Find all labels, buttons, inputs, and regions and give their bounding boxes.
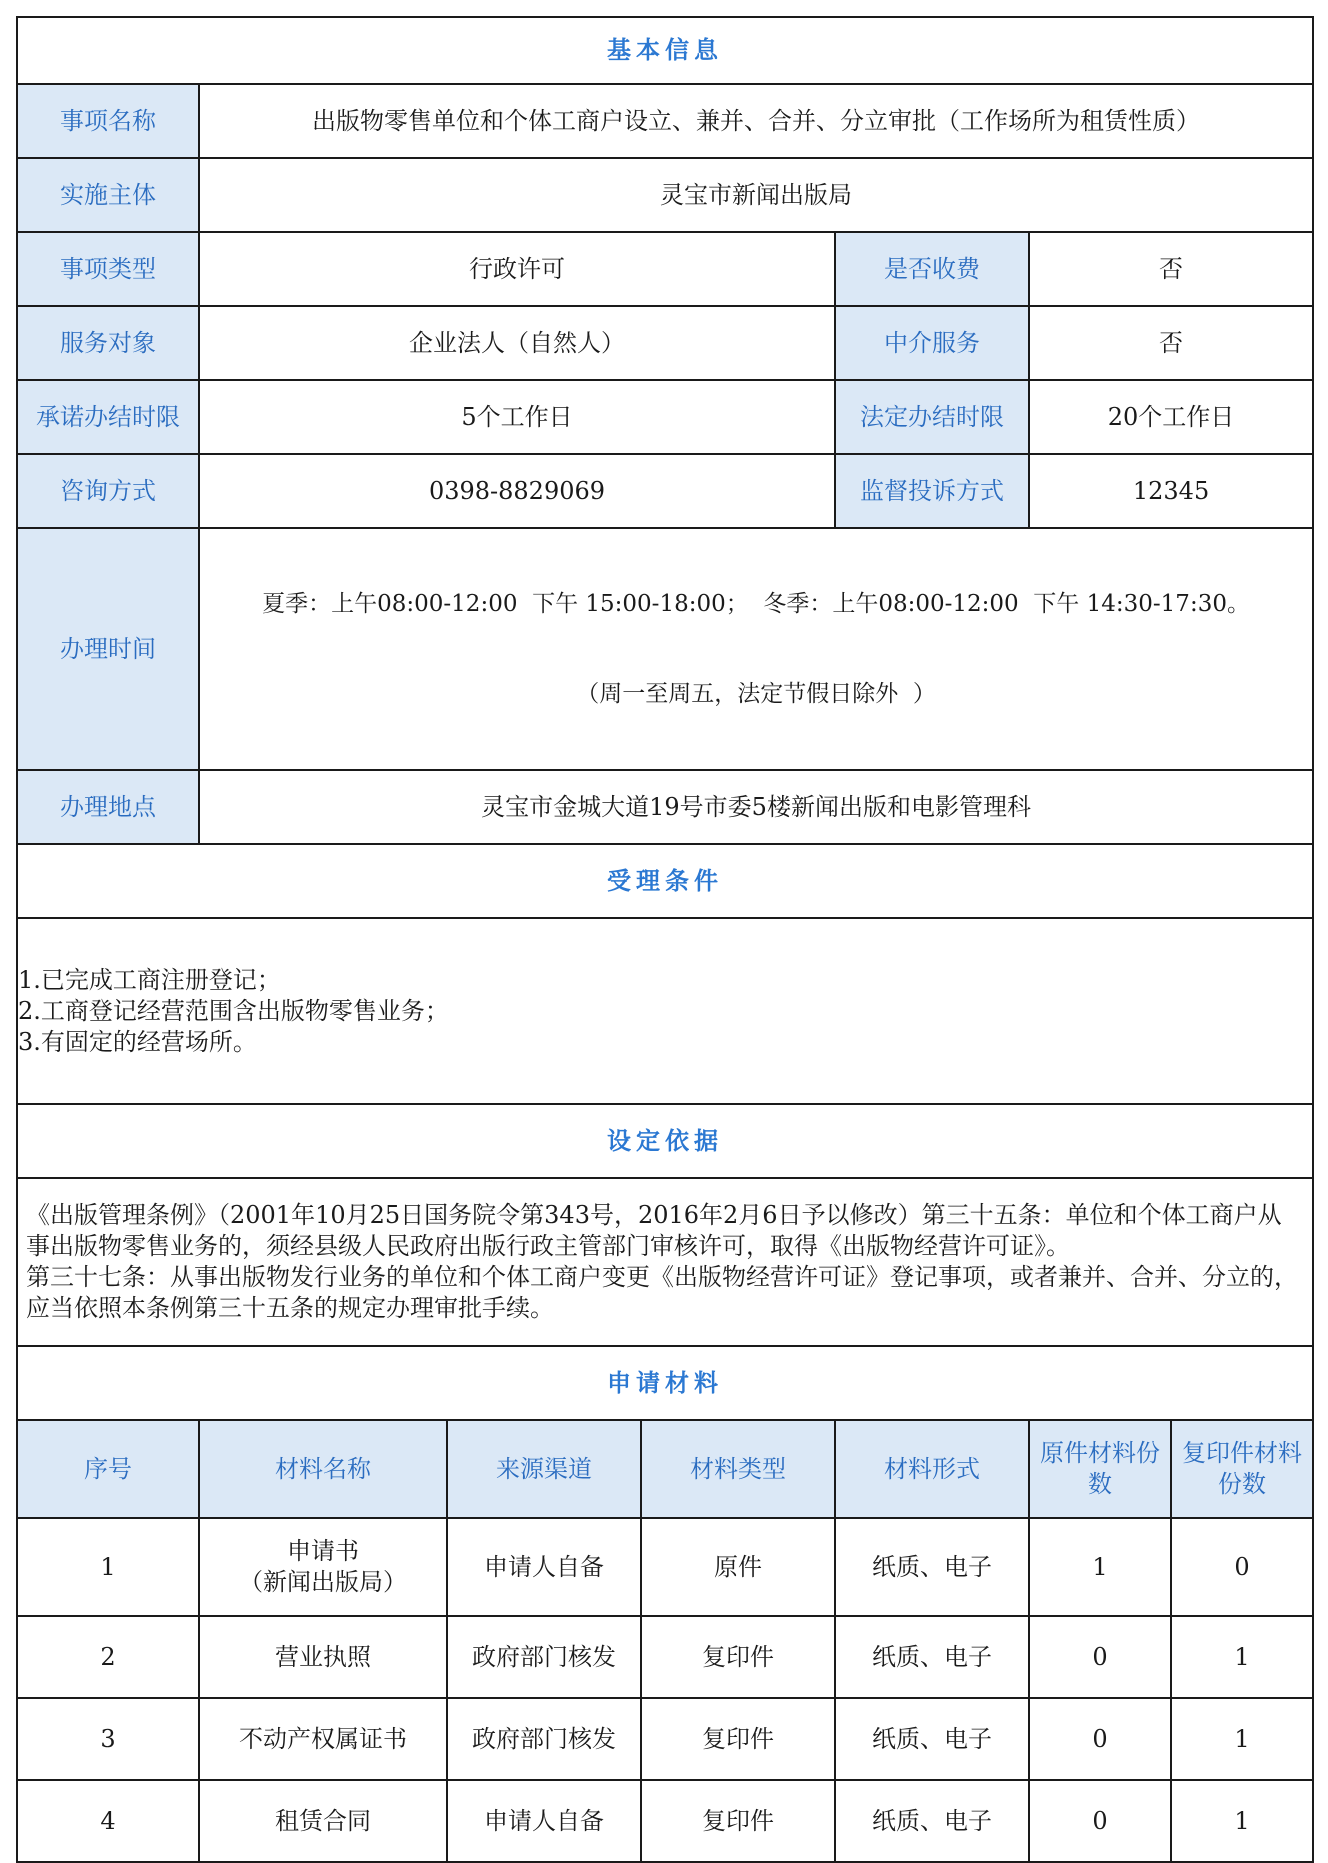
implementer-value: 灵宝市新闻出版局 — [199, 158, 1313, 232]
row-form: 纸质、电子 — [835, 1698, 1029, 1780]
row-original-count: 0 — [1029, 1616, 1171, 1698]
promised-limit-label: 承诺办结时限 — [17, 380, 199, 454]
hours-line-1: 夏季：上午08:00-12:00 下午 15:00-18:00； 冬季：上午08:00-12:00 下午 14:30-17:30。 — [262, 591, 1250, 617]
hours-value — [199, 528, 1313, 770]
row-source: 政府部门核发 — [447, 1698, 641, 1780]
hours-line-2: （周一至周五，法定节假日除外 ） — [576, 681, 936, 707]
basis-paragraph-1: 《出版管理条例》（2001年10月25日国务院令第343号，2016年2月6日予以修改）第三十五条：单位和个体工商户从事出版物零售业务的，须经县级人民政府出版行政主管部门审核许可，取得《出版物经营许可证》。 — [26, 1201, 1282, 1260]
fee-value: 否 — [1029, 232, 1313, 306]
legal-limit-value: 20个工作日 — [1029, 380, 1313, 454]
row-form: 纸质、电子 — [835, 1780, 1029, 1862]
row-type: 复印件 — [641, 1780, 835, 1862]
row-name: 营业执照 — [199, 1616, 447, 1698]
item-name-value: 出版物零售单位和个体工商户设立、兼并、合并、分立审批（工作场所为租赁性质） — [199, 84, 1313, 158]
promised-limit-value: 5个工作日 — [199, 380, 835, 454]
item-name-label: 事项名称 — [17, 84, 199, 158]
row-copy-count: 1 — [1171, 1698, 1313, 1780]
condition-item: 1.已完成工商注册登记； — [18, 965, 281, 994]
row-form: 纸质、电子 — [835, 1518, 1029, 1616]
intermediary-label: 中介服务 — [835, 306, 1029, 380]
row-type: 复印件 — [641, 1698, 835, 1780]
row-copy-count: 0 — [1171, 1518, 1313, 1616]
materials-header-original-count: 原件材料份数 — [1029, 1420, 1171, 1518]
consult-label: 咨询方式 — [17, 454, 199, 528]
service-guide-table — [16, 16, 1314, 1863]
item-type-label: 事项类型 — [17, 232, 199, 306]
complaint-value: 12345 — [1029, 454, 1313, 528]
basis-text — [17, 1178, 1313, 1346]
service-guide-sheet — [16, 16, 1312, 1863]
section-title-materials: 申请材料 — [17, 1346, 1313, 1420]
materials-header-name: 材料名称 — [199, 1420, 447, 1518]
hours-label: 办理时间 — [17, 528, 199, 770]
service-target-label: 服务对象 — [17, 306, 199, 380]
basis-paragraph-2: 第三十七条：从事出版物发行业务的单位和个体工商户变更《出版物经营许可证》登记事项，或者兼并、合并、分立的，应当依照本条例第三十五条的规定办理审批手续。 — [26, 1263, 1298, 1322]
section-title-basis: 设定依据 — [17, 1104, 1313, 1178]
row-name-line-1: 申请书 — [287, 1537, 359, 1565]
complaint-label: 监督投诉方式 — [835, 454, 1029, 528]
materials-header-form: 材料形式 — [835, 1420, 1029, 1518]
implementer-label: 实施主体 — [17, 158, 199, 232]
table-row — [17, 1518, 1313, 1616]
materials-header-no: 序号 — [17, 1420, 199, 1518]
row-original-count: 0 — [1029, 1780, 1171, 1862]
row-name: 租赁合同 — [199, 1780, 447, 1862]
materials-header-type: 材料类型 — [641, 1420, 835, 1518]
row-copy-count: 1 — [1171, 1780, 1313, 1862]
row-copy-count: 1 — [1171, 1616, 1313, 1698]
row-no: 4 — [17, 1780, 199, 1862]
intermediary-value: 否 — [1029, 306, 1313, 380]
row-no: 1 — [17, 1518, 199, 1616]
row-source: 政府部门核发 — [447, 1616, 641, 1698]
row-source: 申请人自备 — [447, 1518, 641, 1616]
row-no: 3 — [17, 1698, 199, 1780]
row-name: 不动产权属证书 — [199, 1698, 447, 1780]
table-row — [17, 1616, 1313, 1698]
service-target-value: 企业法人（自然人） — [199, 306, 835, 380]
row-form: 纸质、电子 — [835, 1616, 1029, 1698]
row-original-count: 0 — [1029, 1698, 1171, 1780]
row-type: 原件 — [641, 1518, 835, 1616]
row-no: 2 — [17, 1616, 199, 1698]
location-value: 灵宝市金城大道19号市委5楼新闻出版和电影管理科 — [199, 770, 1313, 844]
table-row — [17, 1780, 1313, 1862]
condition-item: 3.有固定的经营场所。 — [18, 1027, 257, 1056]
row-type: 复印件 — [641, 1616, 835, 1698]
materials-header-source: 来源渠道 — [447, 1420, 641, 1518]
row-name-line-2: （新闻出版局） — [239, 1568, 407, 1596]
location-label: 办理地点 — [17, 770, 199, 844]
condition-item: 2.工商登记经营范围含出版物零售业务； — [18, 996, 449, 1025]
section-title-basic-info: 基本信息 — [17, 17, 1313, 84]
row-source: 申请人自备 — [447, 1780, 641, 1862]
item-type-value: 行政许可 — [199, 232, 835, 306]
consult-value: 0398-8829069 — [199, 454, 835, 528]
row-original-count: 1 — [1029, 1518, 1171, 1616]
table-row — [17, 1698, 1313, 1780]
materials-header-copy-count: 复印件材料份数 — [1171, 1420, 1313, 1518]
legal-limit-label: 法定办结时限 — [835, 380, 1029, 454]
row-name — [199, 1518, 447, 1616]
fee-label: 是否收费 — [835, 232, 1029, 306]
conditions-list — [17, 918, 1313, 1104]
section-title-conditions: 受理条件 — [17, 844, 1313, 918]
